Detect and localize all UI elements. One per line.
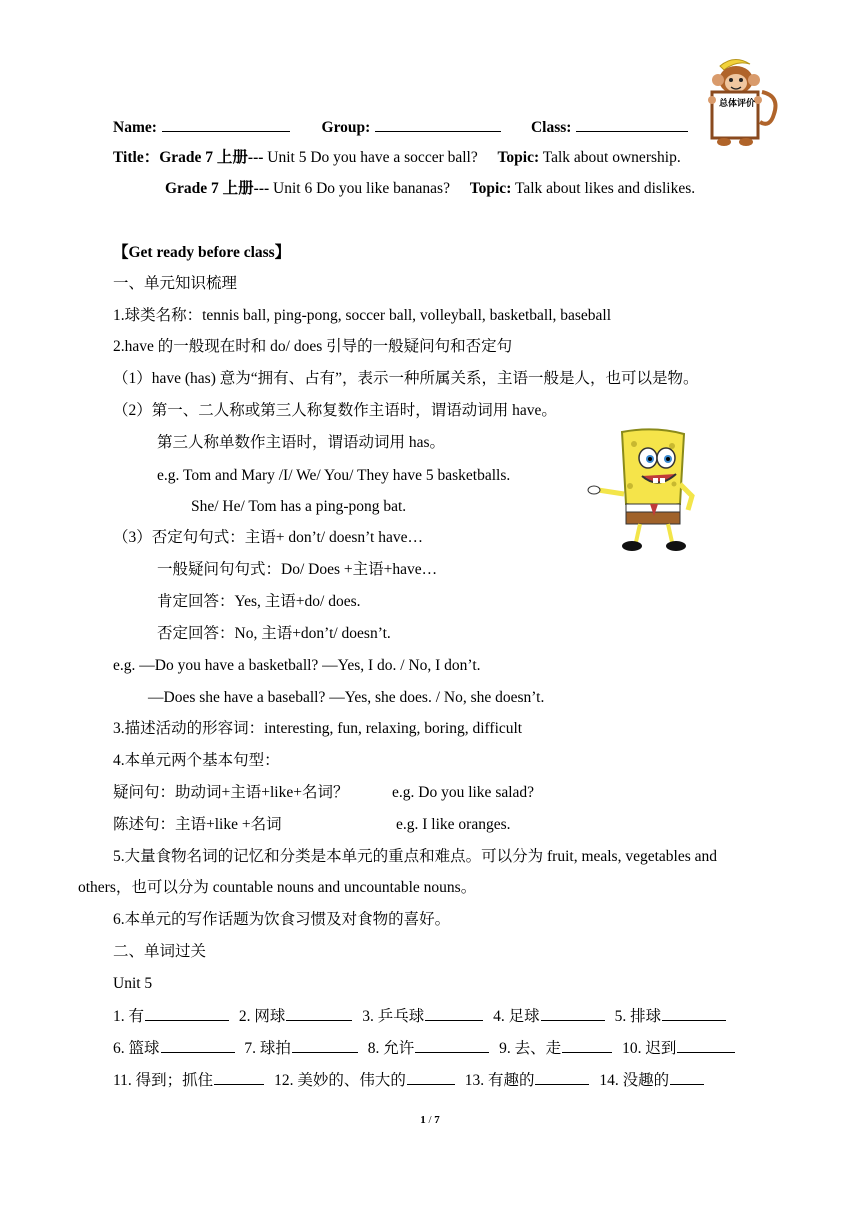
text-line: —Does she have a baseball? —Yes, she does. / No, she doesn’t.	[148, 689, 545, 706]
vocab-blank[interactable]	[535, 1070, 589, 1085]
vocab-item: 7. 球拍	[244, 1040, 291, 1057]
grade-label: Grade 7 上册---	[165, 180, 270, 197]
text-line: 5.大量食物名词的记忆和分类是本单元的重点和难点。可以分为 fruit, meals, vegetables and	[113, 848, 718, 865]
vocab-item: 11. 得到；抓住	[113, 1072, 214, 1089]
name-label: Name:	[113, 119, 157, 136]
vocab-blank[interactable]	[670, 1070, 704, 1085]
grade-label: Grade 7 上册---	[159, 149, 264, 166]
vocab-item: 10. 迟到	[622, 1040, 677, 1057]
vocab-row	[113, 1038, 735, 1059]
topic-text: Talk about likes and dislikes.	[514, 180, 696, 197]
class-label: Class:	[530, 119, 572, 136]
name-field[interactable]	[162, 117, 290, 132]
vocab-item: 4. 足球	[493, 1008, 540, 1025]
class-field[interactable]	[576, 117, 688, 132]
vocab-row	[113, 1006, 726, 1027]
text-line: 疑问句：助动词+主语+like+名词？	[113, 784, 349, 801]
vocab-item: 3. 乒乓球	[362, 1008, 425, 1025]
text-line: 2.have 的一般现在时和 do/ does 引导的一般疑问句和否定句	[113, 338, 513, 355]
topic-text: Talk about ownership.	[542, 149, 681, 166]
vocab-item: 14. 没趣的	[599, 1072, 670, 1089]
unit-title: Unit 5 Do you have a soccer ball?	[267, 149, 478, 166]
vocab-blank[interactable]	[541, 1006, 605, 1021]
part-2-heading: 二、单词过关	[113, 943, 207, 960]
vocab-item: 2. 网球	[238, 1008, 286, 1025]
vocab-item: 9. 去、走	[499, 1040, 562, 1057]
text-line: 1.球类名称：tennis ball, ping-pong, soccer ball, volleyball, basketball, baseball	[113, 307, 612, 324]
title-line-1	[113, 148, 681, 168]
spongebob-illustration	[584, 424, 714, 554]
text-line: （2）第一、二人称或第三人称复数作主语时，谓语动词用 have。	[113, 402, 557, 419]
text-line: 第三人称单数作主语时，谓语动词用 has。	[157, 434, 446, 451]
text-line: e.g. —Do you have a basketball? —Yes, I do. / No, I don’t.	[113, 657, 481, 674]
text-line: （3）否定句句式：主语+ don’t/ doesn’t have…	[113, 529, 423, 546]
vocab-blank[interactable]	[677, 1038, 735, 1053]
text-line: 3.描述活动的形容词：interesting, fun, relaxing, boring, difficult	[113, 720, 523, 737]
vocab-item: 8. 允许	[367, 1040, 415, 1057]
title-line-2	[165, 179, 695, 199]
vocab-item: 13. 有趣的	[464, 1072, 535, 1089]
vocab-item: 6. 篮球	[113, 1040, 160, 1057]
vocab-blank[interactable]	[662, 1006, 726, 1021]
text-line: e.g. Tom and Mary /I/ We/ You/ They have 5 basketballs.	[157, 467, 511, 484]
text-line: （1）have (has) 意为“拥有、占有”，表示一种所属关系，主语一般是人，也可以是物。	[113, 370, 699, 387]
text-line: 6.本单元的写作话题为饮食习惯及对食物的喜好。	[113, 911, 451, 928]
text-line: She/ He/ Tom has a ping-pong bat.	[191, 498, 407, 515]
page-number: 1 / 7	[420, 1114, 440, 1126]
text-line: 肯定回答：Yes, 主语+do/ does.	[157, 593, 361, 610]
section-heading: 【Get ready before class】	[113, 244, 291, 261]
text-line: others，也可以分为 countable nouns and uncountable nouns。	[78, 879, 477, 896]
text-line: 一般疑问句句式：Do/ Does +主语+have…	[157, 561, 438, 578]
text-line: e.g. I like oranges.	[396, 816, 511, 833]
topic-label: Topic:	[497, 149, 540, 166]
text-line: 陈述句：主语+like +名词	[113, 816, 282, 833]
vocab-blank[interactable]	[145, 1006, 229, 1021]
text-line: e.g. Do you like salad?	[392, 784, 535, 801]
vocab-blank[interactable]	[286, 1006, 352, 1021]
title-label: Title：	[113, 149, 160, 166]
badge-text: 总体评价	[718, 99, 755, 109]
part-1-heading: 一、单元知识梳理	[113, 275, 238, 292]
text-line: 否定回答：No, 主语+don’t/ doesn’t.	[157, 625, 391, 642]
text-line: 4.本单元两个基本句型：	[113, 752, 280, 769]
vocab-blank[interactable]	[292, 1038, 358, 1053]
vocab-row	[113, 1070, 704, 1091]
group-field[interactable]	[375, 117, 501, 132]
vocab-item: 5. 排球	[614, 1008, 662, 1025]
unit-label: Unit 5	[113, 975, 153, 992]
vocab-blank[interactable]	[161, 1038, 235, 1053]
vocab-blank[interactable]	[562, 1038, 612, 1053]
unit-title: Unit 6 Do you like bananas?	[273, 180, 450, 197]
vocab-blank[interactable]	[425, 1006, 483, 1021]
vocab-item: 1. 有	[113, 1008, 145, 1025]
topic-label: Topic:	[469, 180, 512, 197]
group-label: Group:	[321, 119, 371, 136]
name-group-class-row	[113, 117, 694, 138]
vocab-item: 12. 美妙的、伟大的	[274, 1072, 406, 1089]
vocab-blank[interactable]	[214, 1070, 264, 1085]
vocab-blank[interactable]	[415, 1038, 489, 1053]
vocab-blank[interactable]	[407, 1070, 455, 1085]
